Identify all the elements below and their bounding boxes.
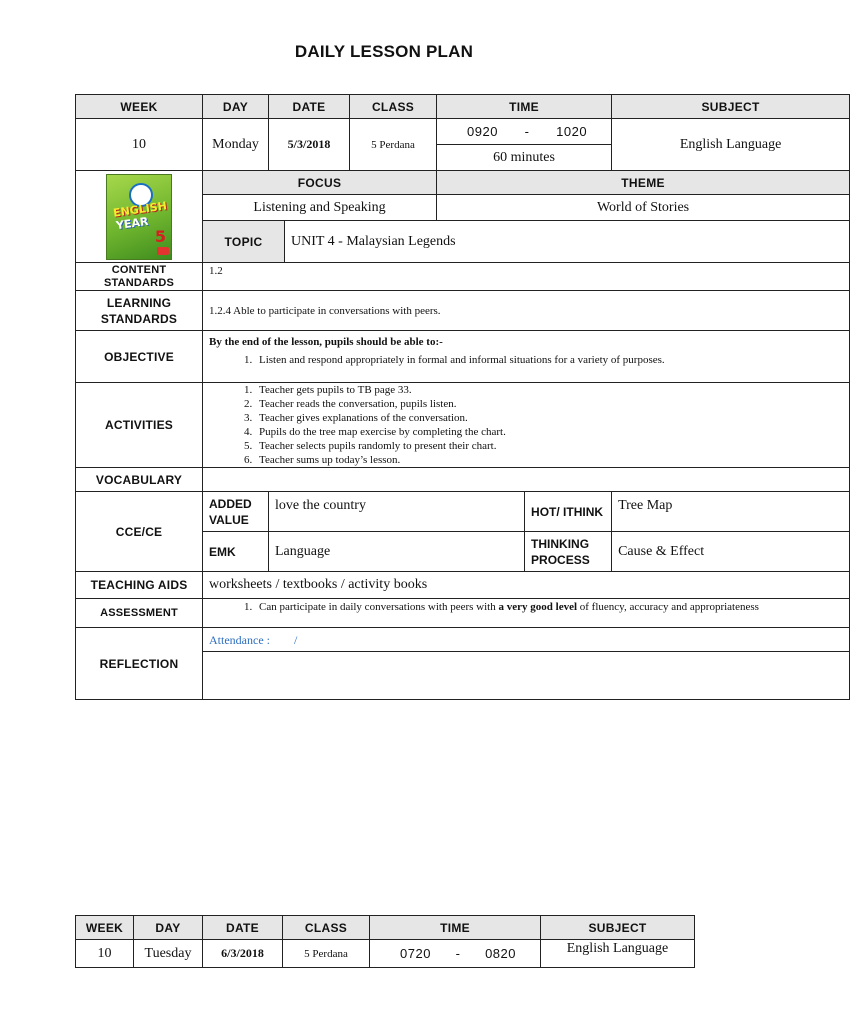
learning-standards-value: 1.2.4 Able to participate in conversations with peers. bbox=[203, 291, 850, 331]
time-end-2: 0820 bbox=[485, 946, 516, 961]
added-value-value: love the country bbox=[269, 492, 525, 532]
class-header-2: CLASS bbox=[283, 916, 370, 940]
day-value-2: Tuesday bbox=[134, 940, 203, 968]
subject-value-2: English Language bbox=[541, 940, 695, 968]
reflection-notes bbox=[203, 652, 850, 700]
textbook-cover-image bbox=[106, 174, 172, 260]
book-title-line2: YEAR bbox=[115, 214, 150, 232]
time-separator: - bbox=[524, 124, 530, 139]
time-range bbox=[437, 119, 612, 145]
teaching-aids-label: TEACHING AIDS bbox=[76, 572, 203, 599]
assessment-list bbox=[203, 600, 849, 614]
objective-item: 1. Listen and respond appropriately in formal and informal situations for a variety of purposes. bbox=[255, 353, 849, 367]
lesson-plan-table-1 bbox=[75, 94, 850, 700]
focus-value: Listening and Speaking bbox=[203, 195, 437, 221]
activities-label: ACTIVITIES bbox=[76, 383, 203, 468]
attendance-cell bbox=[203, 628, 850, 652]
activity-item: 6. Teacher sums up today’s lesson. bbox=[255, 453, 849, 467]
objective-list bbox=[203, 353, 849, 367]
vocabulary-value bbox=[203, 468, 850, 492]
theme-value: World of Stories bbox=[437, 195, 850, 221]
assessment-label: ASSESSMENT bbox=[76, 599, 203, 628]
content-standards-label: CONTENT STANDARDS bbox=[76, 263, 203, 291]
thinking-process-label: THINKING PROCESS bbox=[525, 532, 612, 572]
week-value-2: 10 bbox=[76, 940, 134, 968]
activity-item: 5. Teacher selects pupils randomly to present their chart. bbox=[255, 439, 849, 453]
date-header-2: DATE bbox=[203, 916, 283, 940]
book-title-line1: ENGLISH bbox=[112, 198, 168, 220]
time-header: TIME bbox=[437, 95, 612, 119]
topic-value: UNIT 4 - Malaysian Legends bbox=[285, 221, 850, 263]
objective-cell bbox=[203, 331, 850, 383]
assessment-text-post: of fluency, accuracy and appropriateness bbox=[577, 601, 759, 613]
day-header: DAY bbox=[203, 95, 269, 119]
emk-value: Language bbox=[269, 532, 525, 572]
assessment-cell bbox=[203, 599, 850, 628]
emk-label: EMK bbox=[203, 532, 269, 572]
lesson-plan-table-2 bbox=[75, 915, 695, 968]
time-header-2: TIME bbox=[370, 916, 541, 940]
day-value: Monday bbox=[203, 119, 269, 171]
hot-value: Tree Map bbox=[612, 492, 850, 532]
subject-header: SUBJECT bbox=[612, 95, 850, 119]
subject-value: English Language bbox=[612, 119, 850, 171]
time-start: 0920 bbox=[467, 124, 498, 139]
activities-cell bbox=[203, 383, 850, 468]
book-year-number: 5 bbox=[154, 226, 166, 246]
objective-label: OBJECTIVE bbox=[76, 331, 203, 383]
cce-label: CCE/CE bbox=[76, 492, 203, 572]
date-value: 5/3/2018 bbox=[269, 119, 350, 171]
thinking-process-value: Cause & Effect bbox=[612, 532, 850, 572]
topic-label: TOPIC bbox=[203, 221, 285, 263]
assessment-text-bold: a very good level bbox=[498, 601, 578, 613]
class-value: 5 Perdana bbox=[350, 119, 437, 171]
activity-item: 1. Teacher gets pupils to TB page 33. bbox=[255, 383, 849, 397]
activity-item: 4. Pupils do the tree map exercise by completing the chart. bbox=[255, 425, 849, 439]
time-range-2 bbox=[370, 940, 541, 968]
publisher-badge-icon bbox=[157, 247, 169, 255]
time-end: 1020 bbox=[556, 124, 588, 139]
theme-header: THEME bbox=[437, 171, 850, 195]
teaching-aids-value: worksheets / textbooks / activity books bbox=[203, 572, 850, 599]
week-header-2: WEEK bbox=[76, 916, 134, 940]
date-header: DATE bbox=[269, 95, 350, 119]
duration-value: 60 minutes bbox=[437, 145, 612, 171]
textbook-cover-cell bbox=[76, 171, 203, 263]
time-separator-2: - bbox=[455, 946, 461, 961]
objective-intro: By the end of the lesson, pupils should be able to:- bbox=[209, 336, 443, 348]
date-value-2: 6/3/2018 bbox=[203, 940, 283, 968]
content-standards-value: 1.2 bbox=[203, 263, 850, 291]
week-header: WEEK bbox=[76, 95, 203, 119]
class-value-2: 5 Perdana bbox=[283, 940, 370, 968]
vocabulary-label: VOCABULARY bbox=[76, 468, 203, 492]
assessment-text-pre: Can participate in daily conversations with peers with bbox=[259, 601, 499, 613]
added-value-label: ADDED VALUE bbox=[203, 492, 269, 532]
focus-header: FOCUS bbox=[203, 171, 437, 195]
week-value: 10 bbox=[76, 119, 203, 171]
activities-list bbox=[203, 383, 849, 467]
page-title: DAILY LESSON PLAN bbox=[294, 42, 474, 61]
time-start-2: 0720 bbox=[400, 946, 431, 961]
class-header: CLASS bbox=[350, 95, 437, 119]
hot-label: HOT/ ITHINK bbox=[525, 492, 612, 532]
assessment-item bbox=[255, 600, 849, 614]
day-header-2: DAY bbox=[134, 916, 203, 940]
activity-item: 2. Teacher reads the conversation, pupils listen. bbox=[255, 397, 849, 411]
activity-item: 3. Teacher gives explanations of the conversation. bbox=[255, 411, 849, 425]
subject-header-2: SUBJECT bbox=[541, 916, 695, 940]
attendance-text: Attendance : / bbox=[209, 632, 298, 647]
reflection-label: REFLECTION bbox=[76, 628, 203, 700]
learning-standards-label: LEARNING STANDARDS bbox=[76, 291, 203, 331]
